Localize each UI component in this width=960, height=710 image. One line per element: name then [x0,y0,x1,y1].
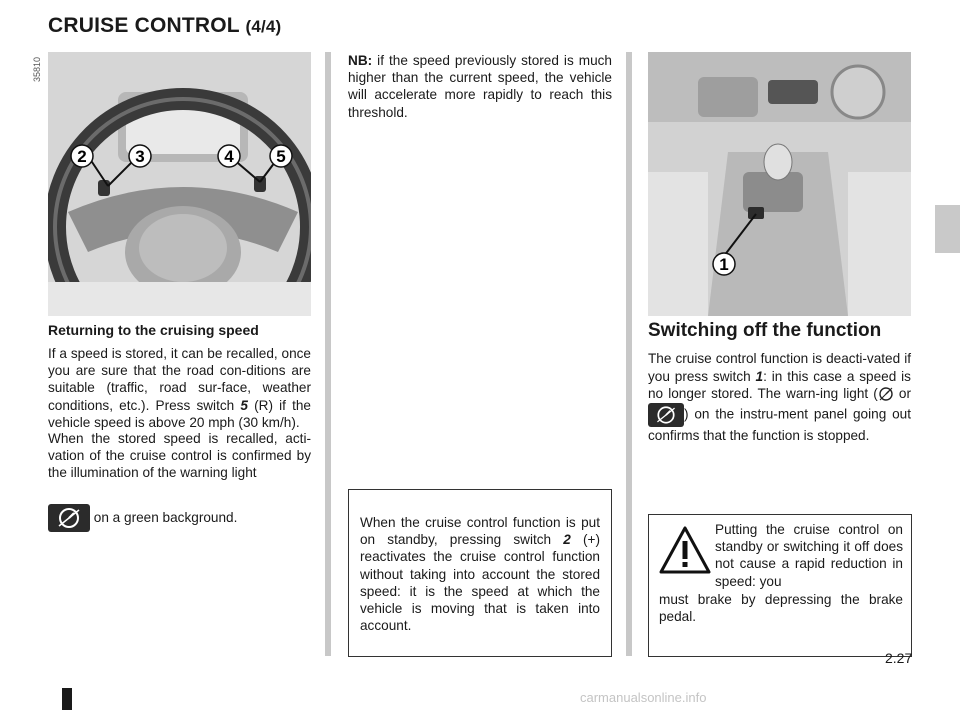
warning-box [648,514,912,657]
column-divider-left [325,52,331,656]
steering-wheel-drawing [48,52,311,316]
figure-id-left: 35810 [32,56,42,82]
switching-off-c: ) on the instru-ment panel going out confirms that the function is stopped. [648,406,911,443]
switching-off-paragraph [648,350,911,444]
corner-mark [62,688,72,710]
page-title [48,14,281,38]
nb-paragraph [348,52,612,121]
warning-triangle-icon [659,525,711,575]
standby-note-b: (+) reactivates the cruise control function without taking into account the stored speed: it is the speed at which the vehicle is moving that is taken into account. [360,532,600,634]
callout-3: 3 [135,147,145,166]
watermark: carmanualsonline.info [580,690,707,705]
center-console-drawing [648,52,911,316]
returning-paragraph-3 [48,504,237,532]
callout-5: 5 [276,147,286,166]
cruise-control-icon [48,504,90,532]
switching-off-a: The cruise control function is deacti-vated if you press switch [648,351,911,384]
switching-off-heading: Switching off the function [648,320,882,341]
returning-p1-a: If a speed is stored, it can be recalled, once you are sure that the road con-ditions are suitable (traffic, road sur-face, weather conditions, etc.). Press switch [48,346,311,413]
standby-note-text [360,514,600,634]
warning-text-a: Putting the cruise control on standby or switching it off does not cause a rapid reduction in speed: you [715,522,903,589]
section-tab [935,205,960,253]
switch-5-ref: 5 [240,397,248,413]
title-suffix: (4/4) [245,17,282,36]
callout-4: 4 [224,147,234,166]
title-text: CRUISE CONTROL [48,14,240,37]
cruise-control-filled-icon [648,403,684,427]
page-number: 2.27 [885,650,913,666]
switching-off-or: or [893,386,911,401]
returning-heading: Returning to the cruising speed [48,322,259,338]
column-divider-right [626,52,632,656]
cruise-control-outline-icon [878,386,894,402]
returning-p3-text: on a green background. [93,510,238,525]
returning-paragraph-1 [48,345,311,431]
switch-2-ref: 2 [563,532,571,548]
switch-1-ref: 1 [755,368,764,384]
warning-text-b: must brake by depressing the brake pedal. [659,592,903,625]
nb-label: NB: [348,53,373,68]
callout-2: 2 [77,147,87,166]
switching-off-b: : in this case a speed is no longer stored. The warn-ing light ( [648,368,911,401]
returning-paragraph-2: When the stored speed is recalled, acti-vation of the cruise control is confirmed by the illumination of the warning light [48,431,311,481]
steering-wheel-photo [48,52,311,316]
standby-note-box [348,489,612,657]
standby-note-a: When the cruise control function is put on standby, pressing switch [360,515,600,548]
nb-text: if the speed previously stored is much higher than the current speed, the vehicle will accelerate more rapidly to reach this threshold. [348,53,612,120]
callout-1: 1 [719,255,729,274]
returning-p1-b: (R) if the vehicle speed is above 20 mph (30 km/h). [48,397,311,430]
center-console-photo [648,52,911,316]
